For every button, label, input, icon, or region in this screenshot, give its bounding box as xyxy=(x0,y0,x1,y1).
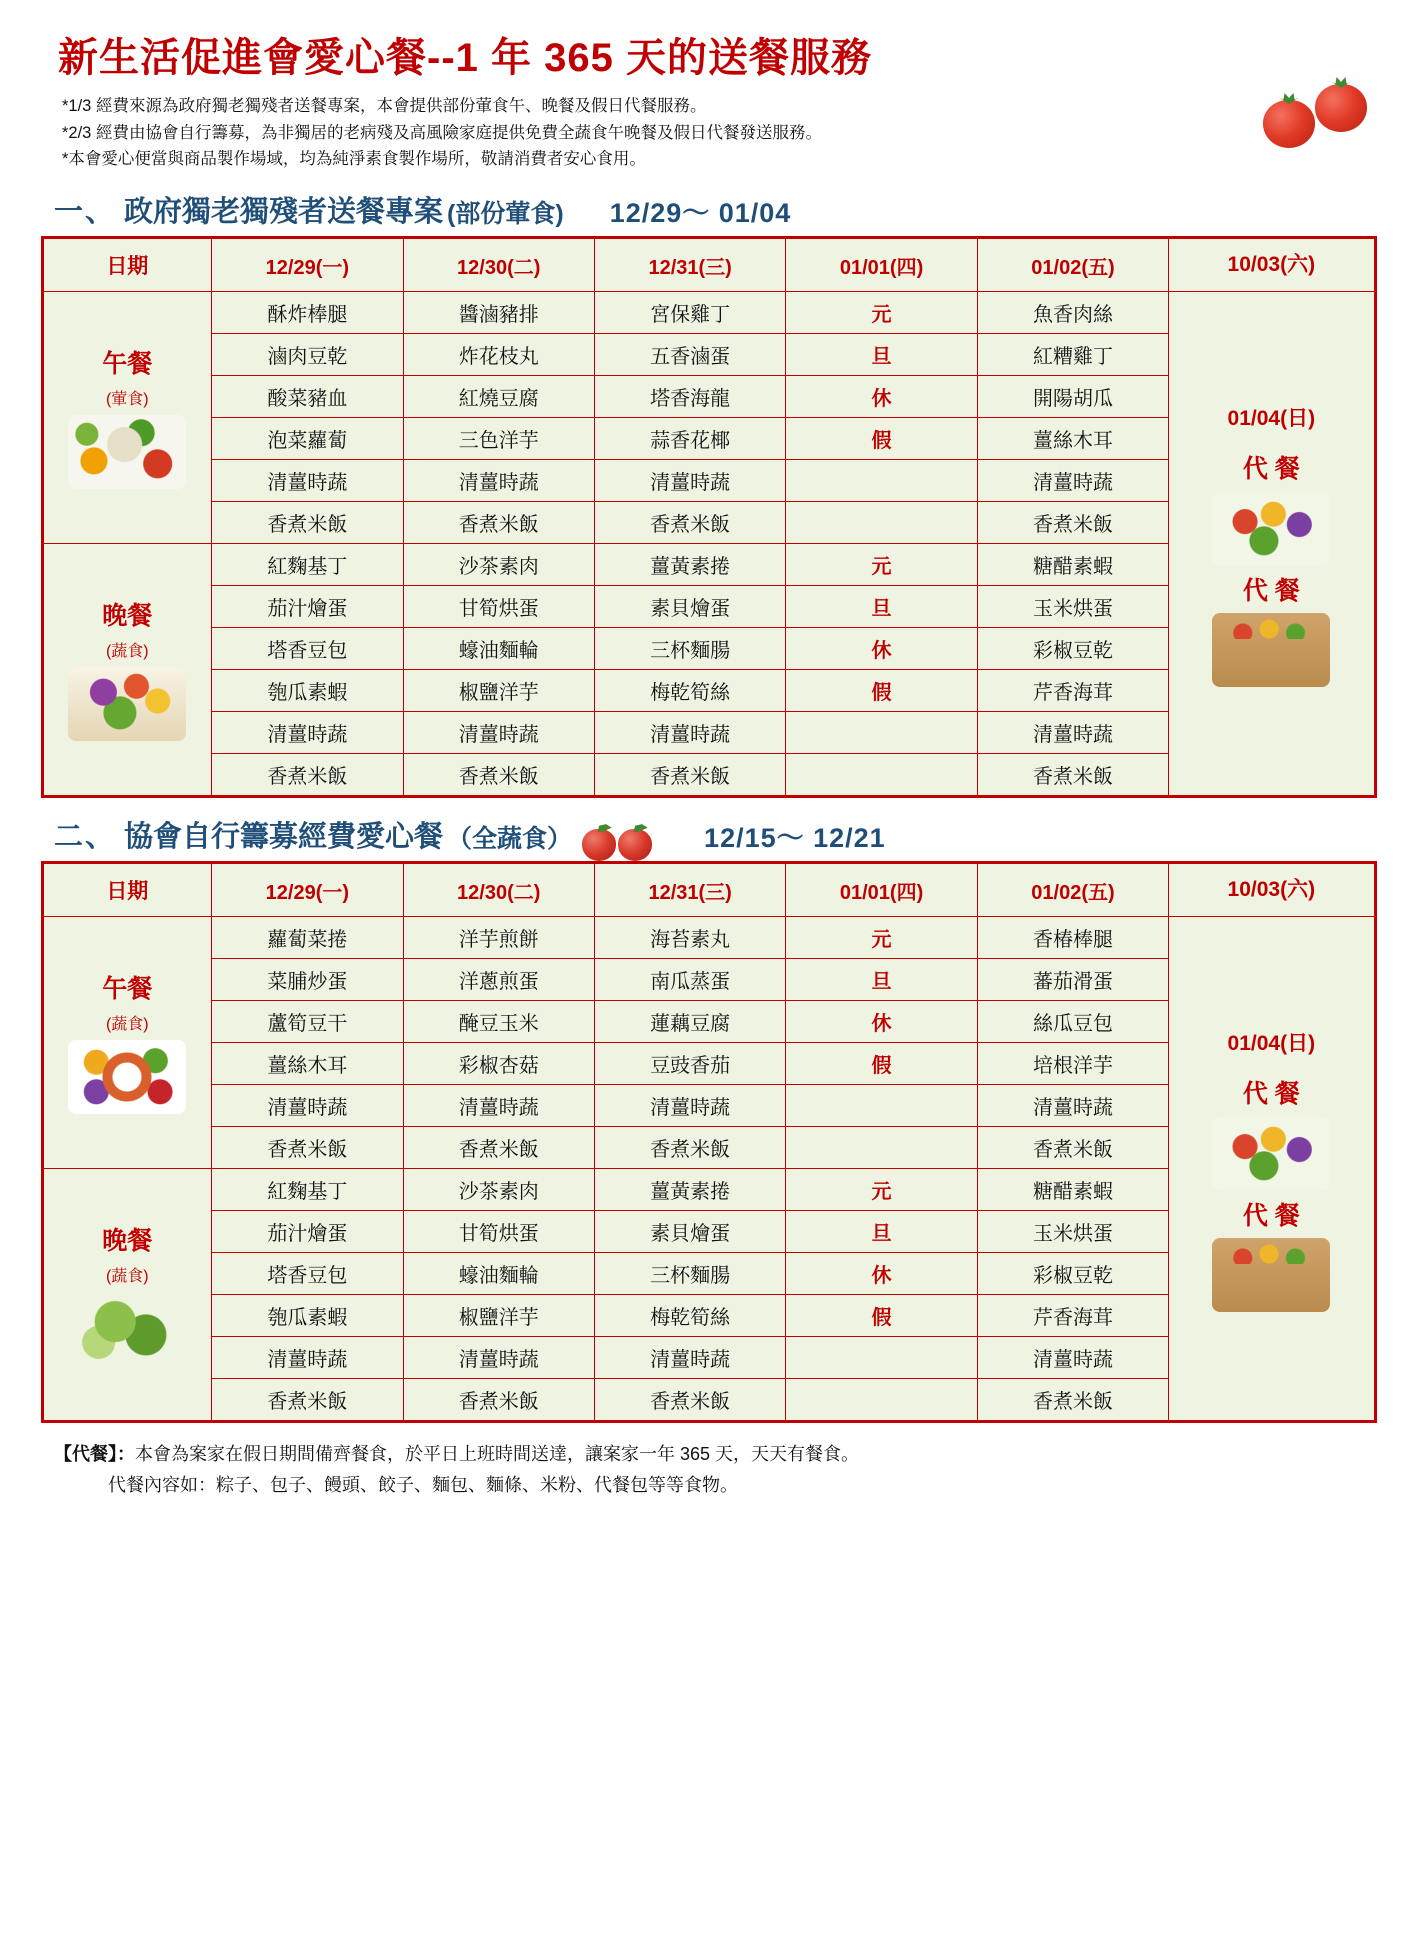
date-cell: 01/01(四) xyxy=(786,863,977,917)
table-row xyxy=(42,917,1375,959)
dish-cell: 香煮米飯 xyxy=(403,1379,594,1422)
dinner-label-cell xyxy=(42,1169,212,1422)
dish-cell: 紅燒豆腐 xyxy=(403,376,594,418)
dish-cell: 甘筍烘蛋 xyxy=(403,586,594,628)
dish-cell: 彩椒豆乾 xyxy=(977,628,1168,670)
dish-cell: 旦 xyxy=(786,586,977,628)
menu-table-association xyxy=(41,861,1377,1423)
dish-cell: 洋芋煎餅 xyxy=(403,917,594,959)
dish-cell: 塔香豆包 xyxy=(212,1253,403,1295)
alt-meal-cell-lunch xyxy=(1169,292,1375,797)
footer-text: 本會為案家在假日期間備齊餐食，於平日上班時間送達，讓案家一年 365 天，天天有餐食。 xyxy=(135,1444,860,1465)
dish-cell: 旦 xyxy=(786,334,977,376)
dish-cell: 香煮米飯 xyxy=(977,502,1168,544)
dish-cell: 清薑時蔬 xyxy=(403,460,594,502)
footer-label: 【代餐】： xyxy=(54,1444,135,1465)
dish-cell: 塔香海龍 xyxy=(594,376,785,418)
dish-cell: 香煮米飯 xyxy=(212,1127,403,1169)
date-cell: 01/01(四) xyxy=(786,238,977,292)
dish-cell: 清薑時蔬 xyxy=(403,1085,594,1127)
dish-cell: 清薑時蔬 xyxy=(594,1085,785,1127)
meal-sublabel: (蔬食) xyxy=(105,1016,149,1034)
dish-cell: 梅乾筍絲 xyxy=(594,1295,785,1337)
dish-cell: 甘筍烘蛋 xyxy=(403,1211,594,1253)
alt-meal-word: 代 餐 xyxy=(1242,1201,1300,1230)
dish-cell: 假 xyxy=(786,670,977,712)
dish-cell: 三杯麵腸 xyxy=(594,628,785,670)
dish-cell: 香煮米飯 xyxy=(403,754,594,797)
dish-cell: 清薑時蔬 xyxy=(977,1085,1168,1127)
dish-cell: 清薑時蔬 xyxy=(212,460,403,502)
dish-cell: 蒜香花椰 xyxy=(594,418,785,460)
dish-cell: 海苔素丸 xyxy=(594,917,785,959)
dish-cell: 沙茶素肉 xyxy=(403,544,594,586)
dish-cell: 香煮米飯 xyxy=(212,754,403,797)
dish-cell: 香煮米飯 xyxy=(594,754,785,797)
table-header-row xyxy=(42,238,1375,292)
dish-cell xyxy=(786,1085,977,1127)
alt-meal-word: 代 餐 xyxy=(1242,576,1300,605)
dish-cell: 香煮米飯 xyxy=(977,754,1168,797)
alt-meal-subheader: 01/04(日) xyxy=(1227,1032,1316,1056)
alt-meal-cell-lunch xyxy=(1169,917,1375,1422)
date-label-cell: 日期 xyxy=(42,238,212,292)
dish-cell: 沙茶素肉 xyxy=(403,1169,594,1211)
apple-icon xyxy=(618,829,652,861)
apple-icon xyxy=(582,829,616,861)
dish-cell: 芹香海茸 xyxy=(977,670,1168,712)
meal-label: 午餐 xyxy=(102,350,153,379)
section-1-name: 政府獨老獨殘者送餐專案 xyxy=(124,196,444,229)
dish-cell: 蠔油麵輪 xyxy=(403,1253,594,1295)
dinner-label-cell xyxy=(42,544,212,797)
dish-cell: 香煮米飯 xyxy=(212,502,403,544)
dish-cell: 假 xyxy=(786,418,977,460)
dish-cell: 元 xyxy=(786,917,977,959)
footer-line-2: 代餐內容如：粽子、包子、饅頭、餃子、麵包、麵條、米粉、代餐包等等食物。 xyxy=(108,1474,738,1495)
table-header-row xyxy=(42,863,1375,917)
section-1-heading xyxy=(54,189,1377,230)
meal-sublabel: (蔬食) xyxy=(105,1268,149,1286)
tomato-icon xyxy=(1263,100,1315,148)
dish-cell: 絲瓜豆包 xyxy=(977,1001,1168,1043)
dish-cell: 滷肉豆乾 xyxy=(212,334,403,376)
dish-cell: 宮保雞丁 xyxy=(594,292,785,334)
date-cell: 12/29(一) xyxy=(212,863,403,917)
dish-cell: 魚香肉絲 xyxy=(977,292,1168,334)
dish-cell: 休 xyxy=(786,1001,977,1043)
dish-cell: 培根洋芋 xyxy=(977,1043,1168,1085)
grocery-bag-icon xyxy=(1212,1238,1330,1312)
section-2-date-range: 12/15～ 12/21 xyxy=(704,823,886,854)
dish-cell xyxy=(786,502,977,544)
dish-cell xyxy=(786,460,977,502)
dish-cell: 旦 xyxy=(786,1211,977,1253)
dish-cell: 南瓜蒸蛋 xyxy=(594,959,785,1001)
dish-cell: 菜脯炒蛋 xyxy=(212,959,403,1001)
dish-cell: 紅糟雞丁 xyxy=(977,334,1168,376)
apple-decoration xyxy=(582,829,654,861)
meal-label: 晚餐 xyxy=(102,602,153,631)
dish-cell: 元 xyxy=(786,544,977,586)
dish-cell: 椒鹽洋芋 xyxy=(403,1295,594,1337)
dish-cell: 清薑時蔬 xyxy=(977,460,1168,502)
meal-label: 晚餐 xyxy=(102,1227,153,1256)
dish-cell: 玉米烘蛋 xyxy=(977,1211,1168,1253)
dish-cell: 蘆筍豆干 xyxy=(212,1001,403,1043)
dish-cell: 梅乾筍絲 xyxy=(594,670,785,712)
section-1-number: 一、 xyxy=(54,196,117,229)
date-cell: 01/02(五) xyxy=(977,238,1168,292)
dish-cell: 糖醋素蝦 xyxy=(977,1169,1168,1211)
dish-cell: 蓮藕豆腐 xyxy=(594,1001,785,1043)
page-title: 新生活促進會愛心餐--1 年 365 天的送餐服務 xyxy=(58,36,872,80)
dish-cell: 彩椒杏菇 xyxy=(403,1043,594,1085)
dish-cell: 旦 xyxy=(786,959,977,1001)
dish-cell: 炸花枝丸 xyxy=(403,334,594,376)
lunch-label-cell xyxy=(42,292,212,544)
dish-cell: 元 xyxy=(786,1169,977,1211)
section-1-date-range: 12/29～ 01/04 xyxy=(609,198,792,229)
meal-sublabel: (蔬食) xyxy=(105,643,149,661)
dish-cell: 開陽胡瓜 xyxy=(977,376,1168,418)
green-vegetable-heart-icon xyxy=(68,1292,186,1366)
section-2-number: 二、 xyxy=(54,821,117,854)
dish-cell: 假 xyxy=(786,1295,977,1337)
alt-meal-word: 代 餐 xyxy=(1242,455,1300,484)
meal-sublabel: (葷食) xyxy=(105,391,149,409)
menu-table-government xyxy=(41,236,1377,798)
dish-cell: 香煮米飯 xyxy=(594,1127,785,1169)
tomato-decoration xyxy=(1237,78,1377,158)
dish-cell: 香椿棒腿 xyxy=(977,917,1168,959)
dish-cell: 清薑時蔬 xyxy=(403,1337,594,1379)
dish-cell: 薑黃素捲 xyxy=(594,1169,785,1211)
dish-cell: 清薑時蔬 xyxy=(977,1337,1168,1379)
dish-cell xyxy=(786,1379,977,1422)
meal-label: 午餐 xyxy=(102,975,153,1004)
dish-cell: 蕃茄滑蛋 xyxy=(977,959,1168,1001)
dish-cell: 芹香海茸 xyxy=(977,1295,1168,1337)
dish-cell: 清薑時蔬 xyxy=(594,1337,785,1379)
dish-cell: 三杯麵腸 xyxy=(594,1253,785,1295)
footer-notes xyxy=(54,1439,1377,1500)
dish-cell: 五香滷蛋 xyxy=(594,334,785,376)
dish-cell: 泡菜蘿蔔 xyxy=(212,418,403,460)
dish-cell xyxy=(786,754,977,797)
dish-cell xyxy=(786,712,977,754)
dish-cell: 清薑時蔬 xyxy=(212,1337,403,1379)
grocery-cart-icon xyxy=(1212,492,1330,566)
footer-line-1 xyxy=(54,1439,1377,1470)
dish-cell: 清薑時蔬 xyxy=(594,460,785,502)
dish-cell: 香煮米飯 xyxy=(977,1379,1168,1422)
dish-cell: 清薑時蔬 xyxy=(594,712,785,754)
dish-cell: 豆豉香茄 xyxy=(594,1043,785,1085)
section-2-heading xyxy=(54,814,1377,855)
alt-meal-word: 代 餐 xyxy=(1242,1080,1300,1109)
dish-cell: 假 xyxy=(786,1043,977,1085)
date-cell: 12/31(三) xyxy=(594,863,785,917)
dish-cell: 休 xyxy=(786,376,977,418)
dish-cell: 香煮米飯 xyxy=(212,1379,403,1422)
dish-cell: 紅麴基丁 xyxy=(212,1169,403,1211)
dish-cell: 彩椒豆乾 xyxy=(977,1253,1168,1295)
dish-cell: 塔香豆包 xyxy=(212,628,403,670)
date-cell: 01/02(五) xyxy=(977,863,1168,917)
alt-meal-subheader: 01/04(日) xyxy=(1227,407,1316,431)
dish-cell: 休 xyxy=(786,1253,977,1295)
section-2-paren: （全蔬食） xyxy=(447,825,573,854)
header-notes xyxy=(62,93,1377,173)
dish-cell xyxy=(786,1127,977,1169)
dish-cell: 三色洋芋 xyxy=(403,418,594,460)
dish-cell: 玉米烘蛋 xyxy=(977,586,1168,628)
dish-cell: 蠔油麵輪 xyxy=(403,628,594,670)
grocery-bag-icon xyxy=(1212,613,1330,687)
dish-cell: 匏瓜素蝦 xyxy=(212,1295,403,1337)
dish-cell: 清薑時蔬 xyxy=(212,1085,403,1127)
dish-cell: 醬滷豬排 xyxy=(403,292,594,334)
table-row xyxy=(42,292,1375,334)
note-line: *1/3 經費來源為政府獨老獨殘者送餐專案，本會提供部份葷食午、晚餐及假日代餐服務。 xyxy=(62,97,707,115)
section-1-paren: (部份葷食) xyxy=(447,200,564,229)
dish-cell: 清薑時蔬 xyxy=(977,712,1168,754)
date-cell: 12/30(二) xyxy=(403,238,594,292)
dish-cell: 素貝燴蛋 xyxy=(594,1211,785,1253)
grocery-cart-icon xyxy=(1212,1117,1330,1191)
date-cell: 12/31(三) xyxy=(594,238,785,292)
tomato-icon xyxy=(1315,84,1367,132)
vegetable-circle-icon xyxy=(68,1040,186,1114)
dish-cell: 休 xyxy=(786,628,977,670)
alt-meal-header: 10/03(六) xyxy=(1169,863,1375,917)
dish-cell: 匏瓜素蝦 xyxy=(212,670,403,712)
dish-cell: 醃豆玉米 xyxy=(403,1001,594,1043)
dish-cell: 薑黃素捲 xyxy=(594,544,785,586)
dish-cell: 清薑時蔬 xyxy=(403,712,594,754)
dish-cell: 香煮米飯 xyxy=(977,1127,1168,1169)
date-cell: 12/29(一) xyxy=(212,238,403,292)
vegetable-plate-icon xyxy=(68,415,186,489)
dish-cell: 薑絲木耳 xyxy=(212,1043,403,1085)
dish-cell: 茄汁燴蛋 xyxy=(212,1211,403,1253)
dish-cell: 洋蔥煎蛋 xyxy=(403,959,594,1001)
lunch-label-cell xyxy=(42,917,212,1169)
dish-cell: 素貝燴蛋 xyxy=(594,586,785,628)
date-label-cell: 日期 xyxy=(42,863,212,917)
note-line: *本會愛心便當與商品製作場域，均為純淨素食製作場所，敬請消費者安心食用。 xyxy=(62,150,646,169)
date-cell: 12/30(二) xyxy=(403,863,594,917)
dish-cell: 酥炸棒腿 xyxy=(212,292,403,334)
dish-cell: 茄汁燴蛋 xyxy=(212,586,403,628)
dish-cell xyxy=(786,1337,977,1379)
dish-cell: 香煮米飯 xyxy=(594,1379,785,1422)
dish-cell: 元 xyxy=(786,292,977,334)
dish-cell: 香煮米飯 xyxy=(403,502,594,544)
dish-cell: 蘿蔔菜捲 xyxy=(212,917,403,959)
dish-cell: 酸菜豬血 xyxy=(212,376,403,418)
section-2-name: 協會自行籌募經費愛心餐 xyxy=(124,821,444,854)
fruit-basket-icon xyxy=(68,667,186,741)
note-line: *2/3 經費由協會自行籌募，為非獨居的老病殘及高風險家庭提供免費全蔬食午晚餐及假日代餐發送服務。 xyxy=(62,123,822,142)
alt-meal-header: 10/03(六) xyxy=(1169,238,1375,292)
dish-cell: 香煮米飯 xyxy=(403,1127,594,1169)
dish-cell: 紅麴基丁 xyxy=(212,544,403,586)
dish-cell: 薑絲木耳 xyxy=(977,418,1168,460)
dish-cell: 糖醋素蝦 xyxy=(977,544,1168,586)
dish-cell: 清薑時蔬 xyxy=(212,712,403,754)
dish-cell: 椒鹽洋芋 xyxy=(403,670,594,712)
dish-cell: 香煮米飯 xyxy=(594,502,785,544)
